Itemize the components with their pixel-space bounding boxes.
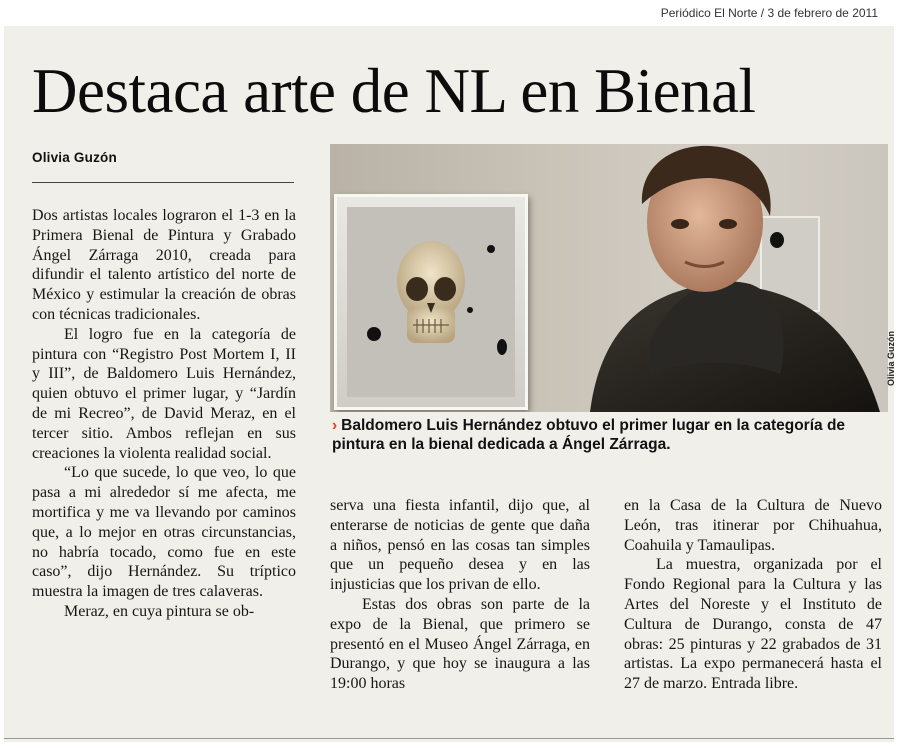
caption-arrow-icon: › (332, 417, 338, 434)
newspaper-clipping (4, 26, 894, 742)
bullet-hole (497, 339, 507, 355)
bottom-divider (4, 738, 894, 739)
paragraph: Meraz, en cuya pintura se ob- (64, 602, 255, 620)
paragraph: serva una fiesta infantil, dijo que, al enterarse de noticias de gente que daña a niños, pensó en las cosas tan simples que un pequeño desea y en las injusticias que los privan de ello. (330, 497, 590, 594)
paragraph: Estas dos obras son parte de la expo de la Bienal, que primero se presentó en el Museo Ángel Zárraga, en Durango, y que hoy se inaugura a las 19:00 horas (330, 595, 590, 693)
paragraph: La muestra, organizada por el Fondo Regional para la Cultura y las Artes del Noreste y el Instituto de Cultura de Durango, consta de 47 obras: 25 pinturas y 22 grabados de 31 artistas. La expo permanecerá hasta el 27 de marzo. Entrada libre. (624, 556, 882, 693)
photo-caption (332, 416, 892, 454)
headline: Destaca arte de NL en Bienal (32, 56, 756, 126)
caption-text: Baldomero Luis Hernández obtuvo el primer lugar en la categoría de pintura en la bienal dedicada a Ángel Zárraga. (332, 417, 846, 453)
article-photo (330, 144, 888, 412)
artist-portrait (580, 144, 888, 412)
source-line: Periódico El Norte / 3 de febrero de 2011 (660, 6, 878, 20)
skull-artwork-frame (334, 194, 528, 410)
paragraph: Dos artistas locales lograron el 1-3 en la Primera Bienal de Pintura y Grabado Ángel Zárraga 2010, creada para difundir el talento artístico del norte de México y estimular la creación de obras con técnicas tradicionales. (32, 207, 296, 323)
bullet-hole (467, 307, 473, 313)
article-column-3 (624, 496, 882, 694)
byline-rule (32, 182, 294, 183)
paragraph: El logro fue en la categoría de pintura con “Registro Post Mortem I, II y III”, de Baldomero Luis Hernández, quien obtuvo el primer lugar, y “Jardín de mi Recreo”, de David Meraz, en el tercer sitio. Ambos reflejan en sus creaciones la violenta realidad social. (32, 325, 296, 462)
paragraph: en la Casa de la Cultura de Nuevo León, tras itinerar por Chihuahua, Coahuila y Tamaulipas. (624, 497, 882, 554)
article-column-1 (32, 206, 296, 622)
byline: Olivia Guzón (32, 150, 117, 165)
bullet-hole (367, 327, 381, 341)
paragraph: “Lo que sucede, lo que veo, lo que pasa a mi alrededor sí me afecta, me mortifica y me va llevando por caminos que, a lo mejor en otras circunstancias, no habría tocado, como fue en este caso”, dijo Hernández. Su tríptico muestra la imagen de tres calaveras. (32, 464, 296, 601)
bullet-hole (487, 245, 495, 253)
article-column-2 (330, 496, 590, 694)
photo-credit: Olivia Guzón (886, 330, 896, 386)
skull-image (347, 207, 515, 397)
